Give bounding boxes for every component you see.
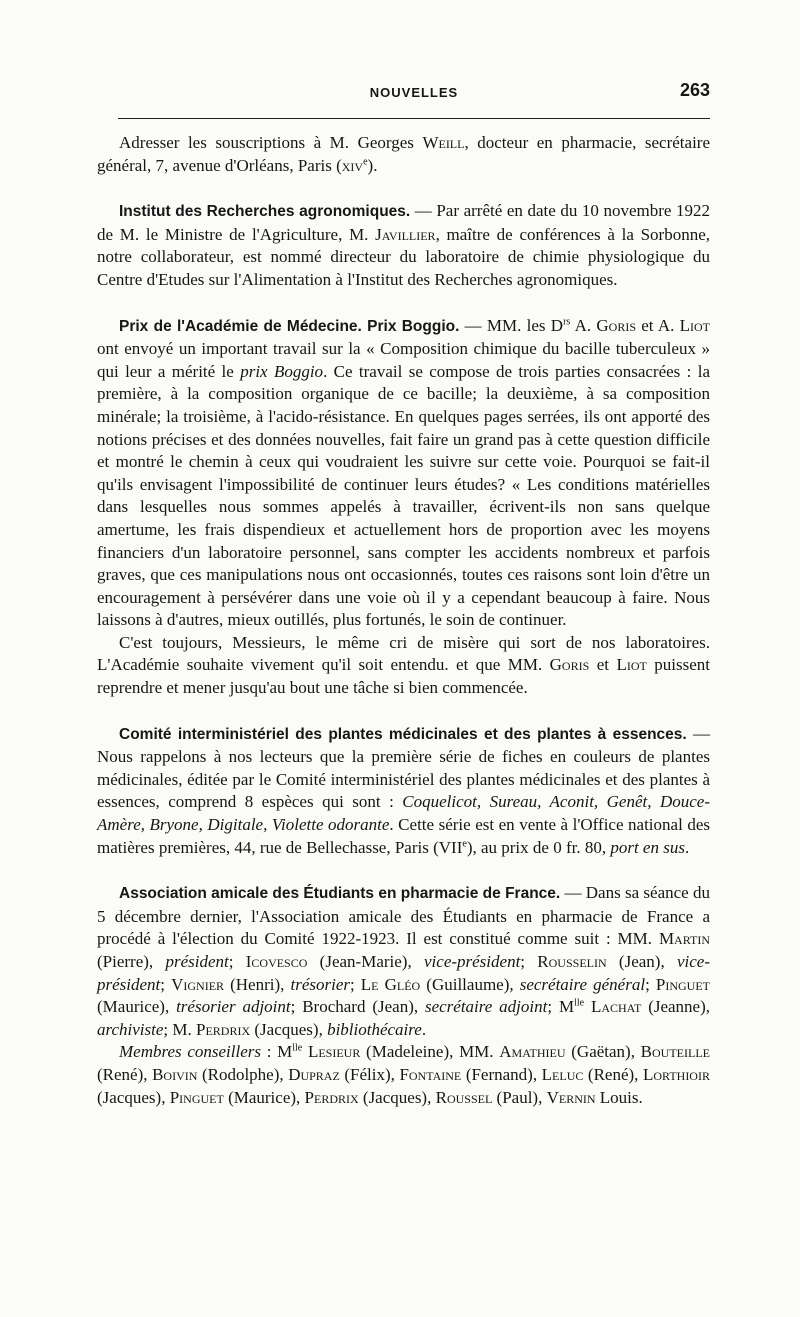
section-heading: Comité interministériel des plantes médicinales et des plantes à essences. bbox=[119, 725, 687, 743]
text-run bbox=[584, 997, 591, 1016]
text-run: (Fernand), bbox=[461, 1064, 542, 1084]
text-run: (Jean-Marie), bbox=[307, 952, 424, 971]
text-run: puissent reprendre et mener jusqu'au bout une tâche si bien commencée. bbox=[97, 655, 710, 698]
person-name: Vernin bbox=[546, 1087, 596, 1107]
text-run: et A. bbox=[636, 315, 680, 335]
role-text: bibliothécaire bbox=[327, 1019, 422, 1039]
text-run: (Paul), bbox=[492, 1087, 547, 1107]
person-name: Roussel bbox=[435, 1087, 493, 1107]
text-run: (Gaëtan), bbox=[565, 1042, 641, 1062]
person-name: Weill bbox=[422, 133, 465, 152]
person-name: Lorthioir bbox=[642, 1064, 710, 1084]
section-heading: Institut des Recherches agronomiques. bbox=[119, 203, 411, 221]
role-text: trésorier adjoint bbox=[176, 997, 291, 1017]
header-rule bbox=[118, 118, 710, 119]
prix-paragraph-2 bbox=[97, 632, 710, 700]
section-heading: Association amicale des Étudiants en pharmacie de France. bbox=[119, 885, 561, 903]
text-run: ; bbox=[645, 974, 656, 994]
text-run: (Pierre), bbox=[97, 952, 166, 971]
text-run: ; bbox=[520, 952, 538, 971]
text-run: Adresser les souscriptions à M. Georges bbox=[119, 133, 423, 152]
person-name: Pinguet bbox=[169, 1087, 224, 1107]
text-run: — Par arrêté en date du 10 novembre 1922 de M. le Ministre de l'Agriculture, M. bbox=[97, 201, 710, 244]
page-header bbox=[118, 80, 710, 110]
text-run: , maître de conférences à la Sorbonne, notre collaborateur, est nommé directeur du laboratoire de chimie physiologique du Centre d'Etudes sur l'Alimentation à l'Institut des Recherches agronomiques. bbox=[97, 224, 711, 289]
text-run: . Ce travail se compose de trois parties consacrées : la première, à la composition organique de ce bacille; la deuxième, à sa composition minérale; la troisième, à l'acido-résistance. En quelques pages serrées, ils ont apporté des notions précises et des données nouvelles, fait faire un grand pas à cette question difficile et montré le chemin à ceux qui voudraient les suivre sur cette voie. Pourquoi se fait-il qu'ils envisagent l'impossibilité de continuer leurs études? « Les conditions matérielles dans lesquelles nous sommes appelés à travailler, écrivent-ils non sans quelque amertume, les frais dispendieux et actuellement hors de proportion avec les moyens financiers d'un laboratoire personnel, sans compter les accidents nombreux et parfois graves, que ces manipulations nous ont occasionnés, toutes ces raisons sont loin d'être un encouragement à persévérer dans une voie où il y a cependant beaucoup à faire. Nous laissons à d'autres, mieux outillés, plus fortunés, le soin de continuer. bbox=[97, 361, 711, 630]
person-name: Le Gléo bbox=[360, 974, 421, 994]
person-name: Lesieur bbox=[307, 1042, 361, 1062]
text-run: (René), bbox=[583, 1064, 643, 1084]
superscript: lle bbox=[292, 1042, 303, 1054]
text-run: ; bbox=[349, 974, 361, 994]
text-run: et bbox=[589, 655, 617, 675]
person-name: Goris bbox=[549, 655, 590, 675]
comite-paragraph bbox=[97, 723, 710, 860]
person-name: Bouteille bbox=[640, 1042, 710, 1062]
text-run: (Maurice), bbox=[97, 997, 177, 1017]
section-heading: Prix de l'Académie de Médecine. Prix Boggio. bbox=[119, 317, 460, 335]
text-run: C'est toujours, Messieurs, le même cri de misère qui sort de nos laboratoires. L'Académie souhaite vivement qu'il soit entendu. et que MM. bbox=[97, 632, 710, 675]
person-name: Perdrix bbox=[196, 1019, 251, 1039]
superscript: e bbox=[363, 155, 368, 167]
text-run: ), au prix de 0 fr. 80, bbox=[466, 837, 611, 857]
person-name: Liot bbox=[616, 655, 647, 675]
person-name: Pinguet bbox=[655, 974, 710, 994]
person-name: Liot bbox=[679, 315, 710, 335]
subscription-paragraph bbox=[97, 132, 710, 177]
text-run: , docteur en pharmacie, secrétaire général, 7, avenue d'Orléans, Paris ( bbox=[97, 133, 711, 175]
text-run: (Henri), bbox=[224, 974, 291, 994]
text-run: (Maurice), bbox=[223, 1087, 305, 1107]
person-name: Perdrix bbox=[304, 1087, 359, 1107]
role-text: trésorier bbox=[290, 974, 350, 994]
text-run: ; Brochard (Jean), bbox=[290, 997, 425, 1017]
text-run: (Guillaume), bbox=[420, 974, 520, 994]
person-name: Icovesco bbox=[245, 952, 308, 971]
text-run: . Cette série est en vente à l'Office national des matières premières, 44, rue de Bellechasse, Paris (VII bbox=[97, 815, 710, 857]
arrondissement: xiv bbox=[341, 155, 364, 175]
prix-paragraph bbox=[97, 315, 710, 632]
text-run: ont envoyé un important travail sur la « Composition chimique du bacille tuberculeux » qui leur a mérité le bbox=[97, 339, 710, 381]
person-name: Amathieu bbox=[499, 1042, 566, 1062]
person-name: Boivin bbox=[152, 1064, 198, 1084]
person-name: Vignier bbox=[171, 974, 225, 994]
text-run: ). bbox=[367, 155, 378, 175]
person-name: Dupraz bbox=[288, 1064, 340, 1084]
text-run: ; bbox=[160, 974, 172, 994]
article-body bbox=[97, 132, 710, 1109]
role-text: secrétaire général bbox=[519, 974, 646, 994]
text-run: (Jacques), bbox=[358, 1087, 436, 1107]
text-run: (Rodolphe), bbox=[197, 1064, 289, 1084]
text-run: (Madeleine), MM. bbox=[360, 1042, 500, 1062]
text-run: (Jeanne), bbox=[641, 997, 711, 1017]
association-paragraph-2 bbox=[97, 1041, 710, 1109]
role-text: vice-président bbox=[97, 952, 710, 994]
role-text: président bbox=[165, 952, 229, 971]
person-name: Martin bbox=[658, 929, 710, 949]
text-run: . bbox=[684, 837, 690, 857]
text-run: A. bbox=[570, 315, 597, 335]
text-run: (Jacques), bbox=[97, 1087, 170, 1107]
role-text: vice-président bbox=[424, 952, 521, 971]
role-text: Membres conseillers bbox=[119, 1042, 261, 1062]
text-run: — MM. les D bbox=[459, 315, 564, 335]
text-run: — Nous rappelons à nos lecteurs que la première série de fiches en couleurs de plantes médicinales, éditée par le Comité interministériel des plantes médicinales et des plantes à essences, comprend 8 espèces qui sont : bbox=[97, 723, 710, 812]
text-run: Louis. bbox=[595, 1087, 643, 1107]
superscript: lle bbox=[574, 997, 585, 1009]
role-text: archiviste bbox=[97, 1019, 164, 1039]
italic-text: Coquelicot, Sureau, Aconit, Genêt, Douce-Amère, Bryone, Digitale, Violette odorante bbox=[97, 792, 710, 835]
text-run: (Jean), bbox=[606, 952, 677, 971]
page-number: 263 bbox=[679, 80, 710, 100]
institut-paragraph bbox=[97, 200, 710, 291]
person-name: Lachat bbox=[590, 997, 642, 1017]
italic-text: prix Boggio bbox=[240, 361, 324, 381]
superscript: e bbox=[462, 837, 467, 849]
text-run: (René), bbox=[97, 1064, 153, 1084]
person-name: Rousselin bbox=[537, 952, 607, 971]
text-run: (Félix), bbox=[339, 1064, 400, 1084]
text-run: : M bbox=[261, 1042, 293, 1062]
text-run: ; M bbox=[547, 997, 575, 1017]
association-paragraph bbox=[97, 882, 710, 1041]
text-run: (Jacques), bbox=[250, 1019, 328, 1039]
running-head: NOUVELLES bbox=[369, 85, 459, 100]
text-run: ; M. bbox=[163, 1019, 196, 1039]
text-run: — Dans sa séance du 5 décembre dernier, l'Association amicale des Étudiants en pharmacie de France a procédé à l'élection du Comité 1922-1923. Il est constitué comme suit : MM. bbox=[97, 883, 711, 949]
person-name: Goris bbox=[596, 315, 637, 335]
text-run: ; bbox=[228, 952, 246, 971]
person-name: Leluc bbox=[541, 1064, 584, 1084]
text-run: . bbox=[421, 1019, 427, 1039]
italic-text: port en sus bbox=[610, 837, 685, 857]
person-name: Javillier bbox=[375, 224, 436, 244]
person-name: Fontaine bbox=[399, 1064, 462, 1084]
role-text: secrétaire adjoint bbox=[424, 997, 548, 1017]
superscript: rs bbox=[563, 315, 571, 327]
